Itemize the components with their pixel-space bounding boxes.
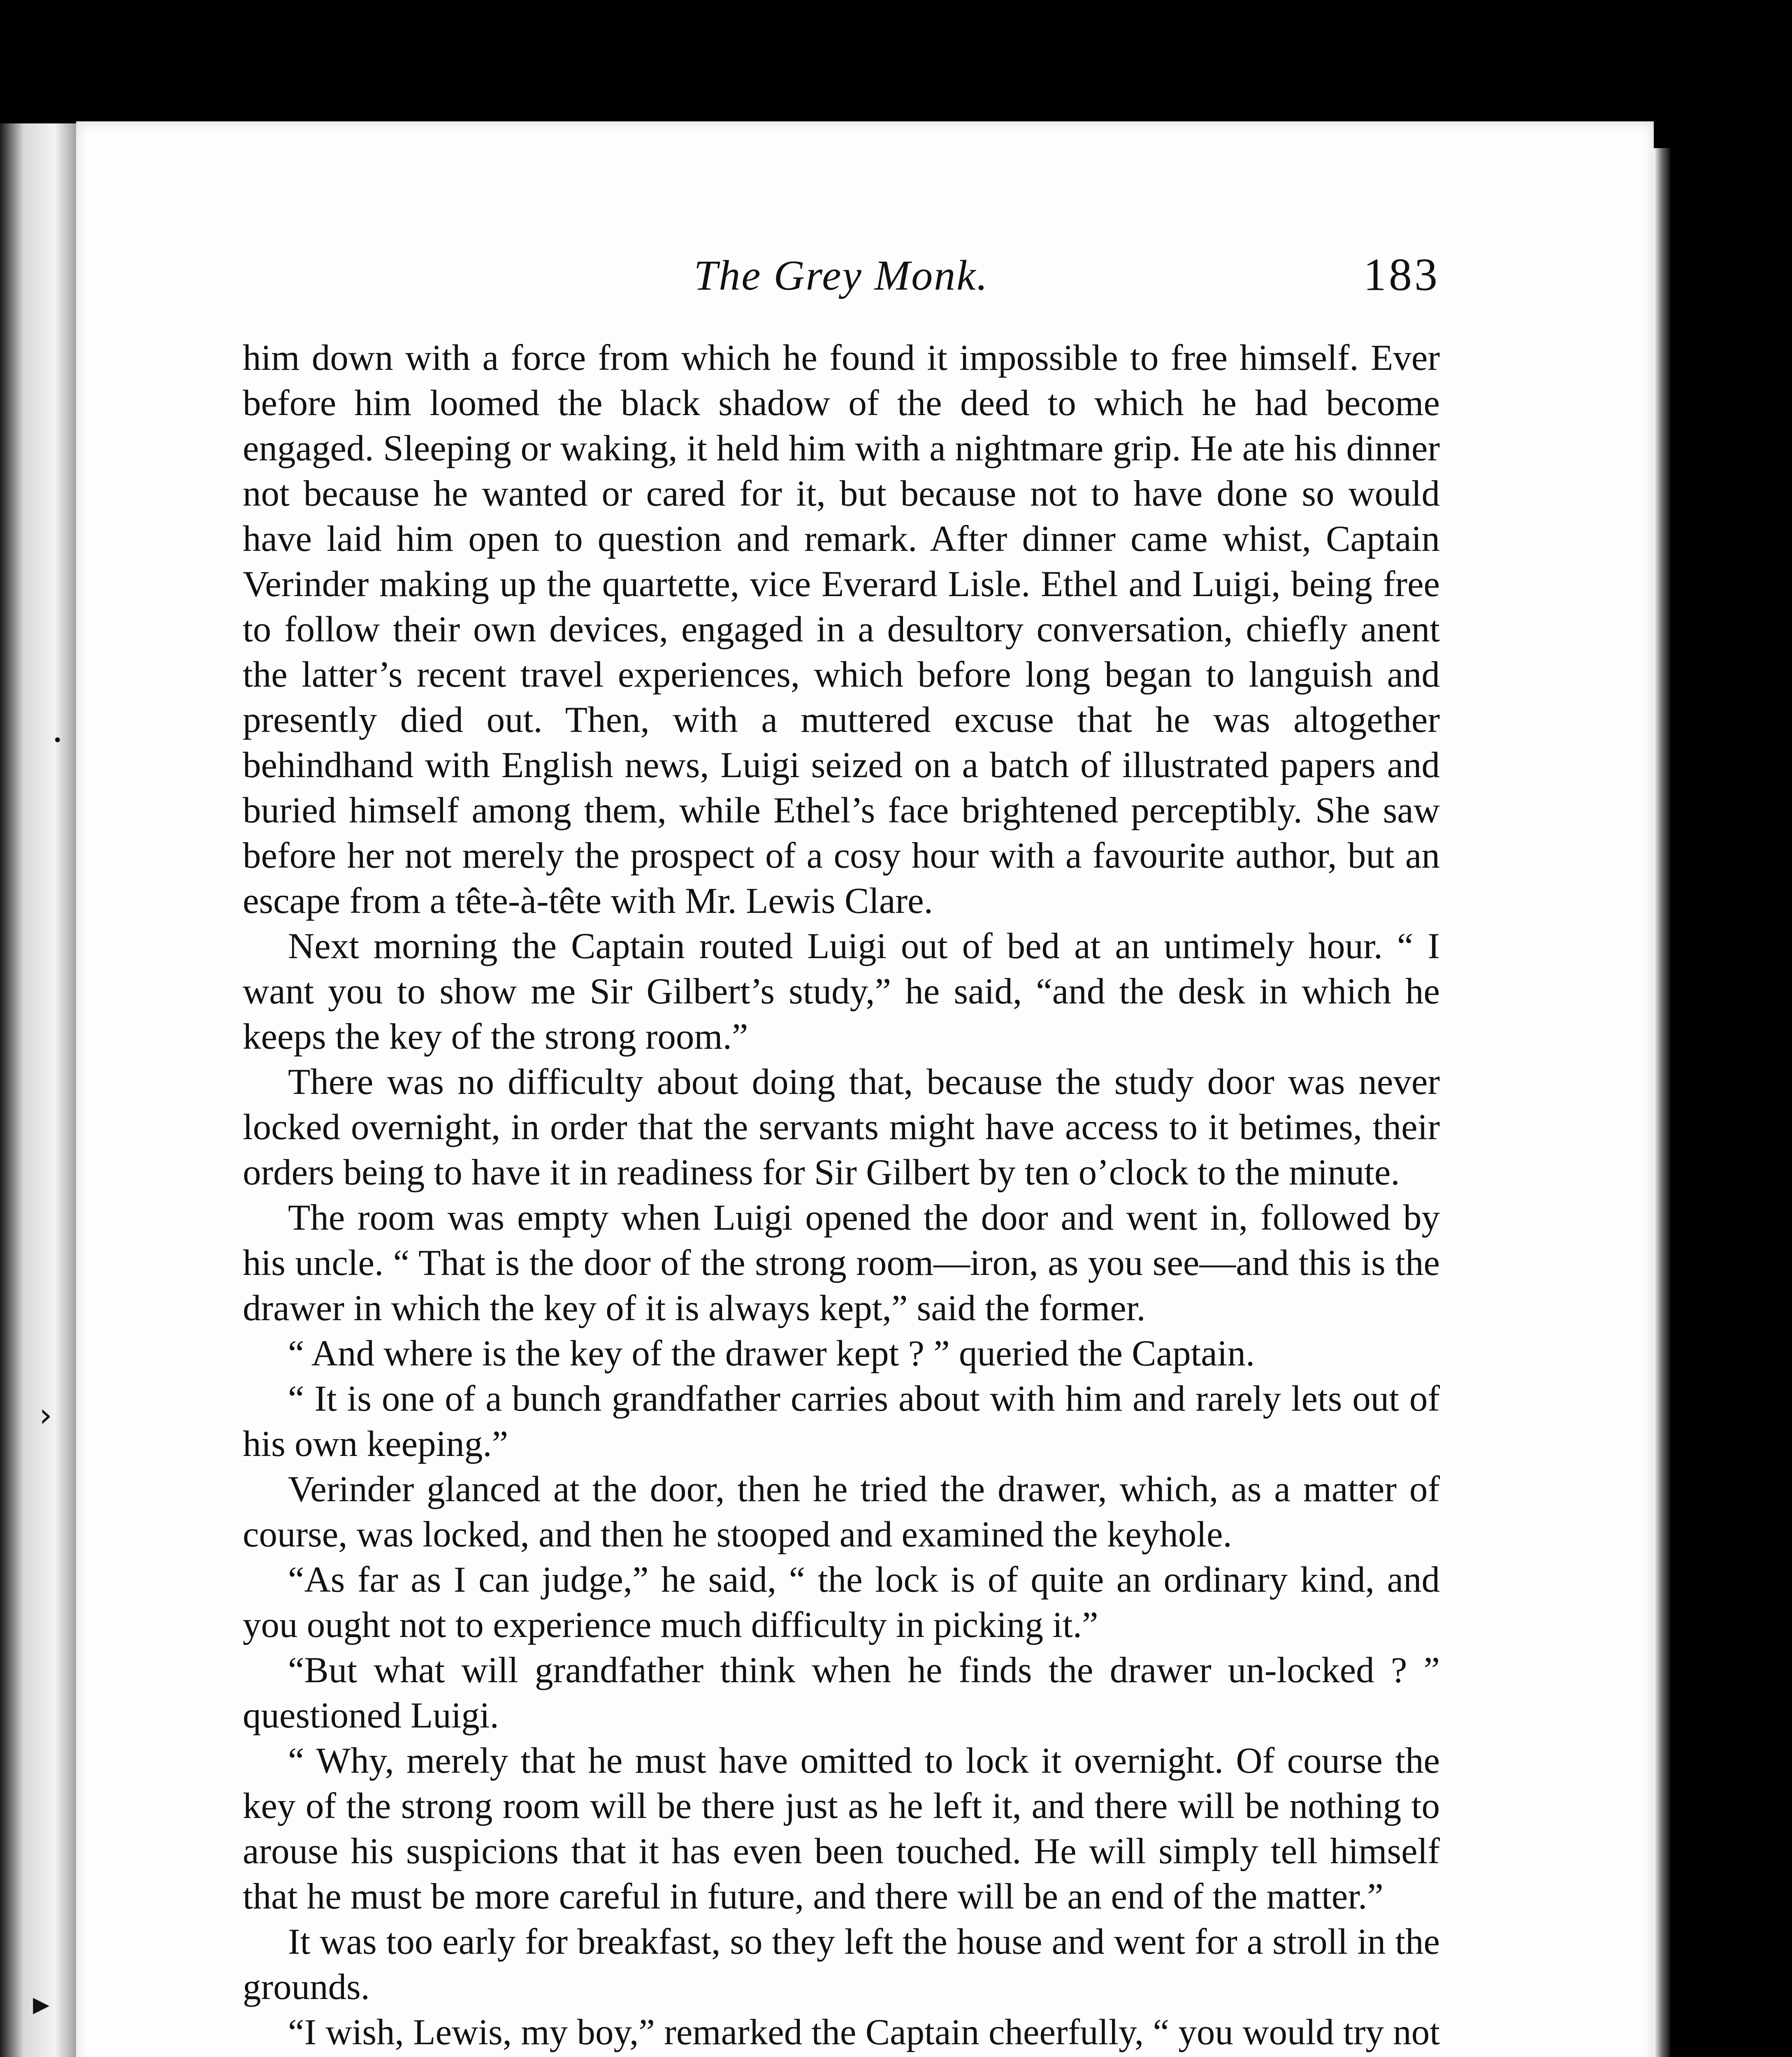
paragraph: The room was empty when Luigi opened the door and went in, followed by his uncle. “ That is the door of the strong room—iron, as you see—and this is the drawer in which the key of it is always kept,” said the former.: [243, 1198, 1440, 1328]
page-number: 183: [1363, 249, 1440, 300]
paragraph: Next morning the Captain routed Luigi out of bed at an untimely hour. “ I want you to show me Sir Gilbert’s study,” he said, “and the desk in which he keeps the key of the strong room.”: [243, 926, 1440, 1057]
body-text: [243, 335, 1440, 2057]
margin-tick: ›: [39, 1396, 52, 1434]
paragraph: “ It is one of a bunch grandfather carries about with him and rarely lets out of his own keeping.”: [243, 1379, 1440, 1464]
paragraph: It was too early for breakfast, so they left the house and went for a stroll in the grounds.: [243, 1922, 1440, 2007]
paragraph: “But what will grandfather think when he finds the drawer un-locked ? ” questioned Luigi.: [243, 1650, 1440, 1736]
page-edge-shadow: [1654, 148, 1670, 2057]
margin-arrow: ▸: [33, 1984, 50, 2022]
margin-dot: •: [53, 731, 63, 750]
paragraph: “ Why, merely that he must have omitted to lock it overnight. Of course the key of the strong room will be there just as he left it, and there will be nothing to arouse his suspicions that it has even been touched. He will simply tell himself that he must be more careful in future, and there will be an end of the matter.”: [243, 1741, 1440, 1917]
paragraph: There was no difficulty about doing that, because the study door was never locked overnight, in order that the servants might have access to it betimes, their orders being to have it in readiness for Sir Gilbert by ten o’clock to the minute.: [243, 1062, 1440, 1193]
running-title: The Grey Monk.: [694, 252, 989, 299]
paragraph: “ And where is the key of the drawer kept ? ” queried the Captain.: [288, 1333, 1255, 1374]
paragraph: “As far as I can judge,” he said, “ the lock is of quite an ordinary kind, and you ought not to experience much difficulty in picking it.”: [243, 1560, 1440, 1645]
page-header: [243, 243, 1440, 321]
paragraph: “I wish, Lewis, my boy,” remarked the Captain cheerfully, “ you would try not: [288, 2012, 1440, 2052]
paragraph: Verinder glanced at the door, then he tried the drawer, which, as a matter of course, was locked, and then he stooped and examined the keyhole.: [243, 1469, 1440, 1555]
facing-page-edge: [0, 123, 78, 2057]
paragraph: him down with a force from which he found it impossible to free himself. Ever before him loomed the black shadow of the deed to which he had become engaged. Sleeping or waking, it held him with a nightmare grip. He ate his dinner not because he wanted or cared for it, but because not to have done so would have laid him open to question and remark. After dinner came whist, Captain Verinder making up the quartette, vice Everard Lisle. Ethel and Luigi, being free to follow their own devices, engaged in a desultory conversation, chiefly anent the latter’s recent travel experiences, which before long began to languish and presently died out. Then, with a muttered excuse that he was altogether behindhand with English news, Luigi seized on a batch of illustrated papers and buried himself among them, while Ethel’s face brightened perceptibly. She saw before her not merely the prospect of a cosy hour with a favourite author, but an escape from a tête-à-tête with Mr. Lewis Clare.: [243, 338, 1440, 921]
